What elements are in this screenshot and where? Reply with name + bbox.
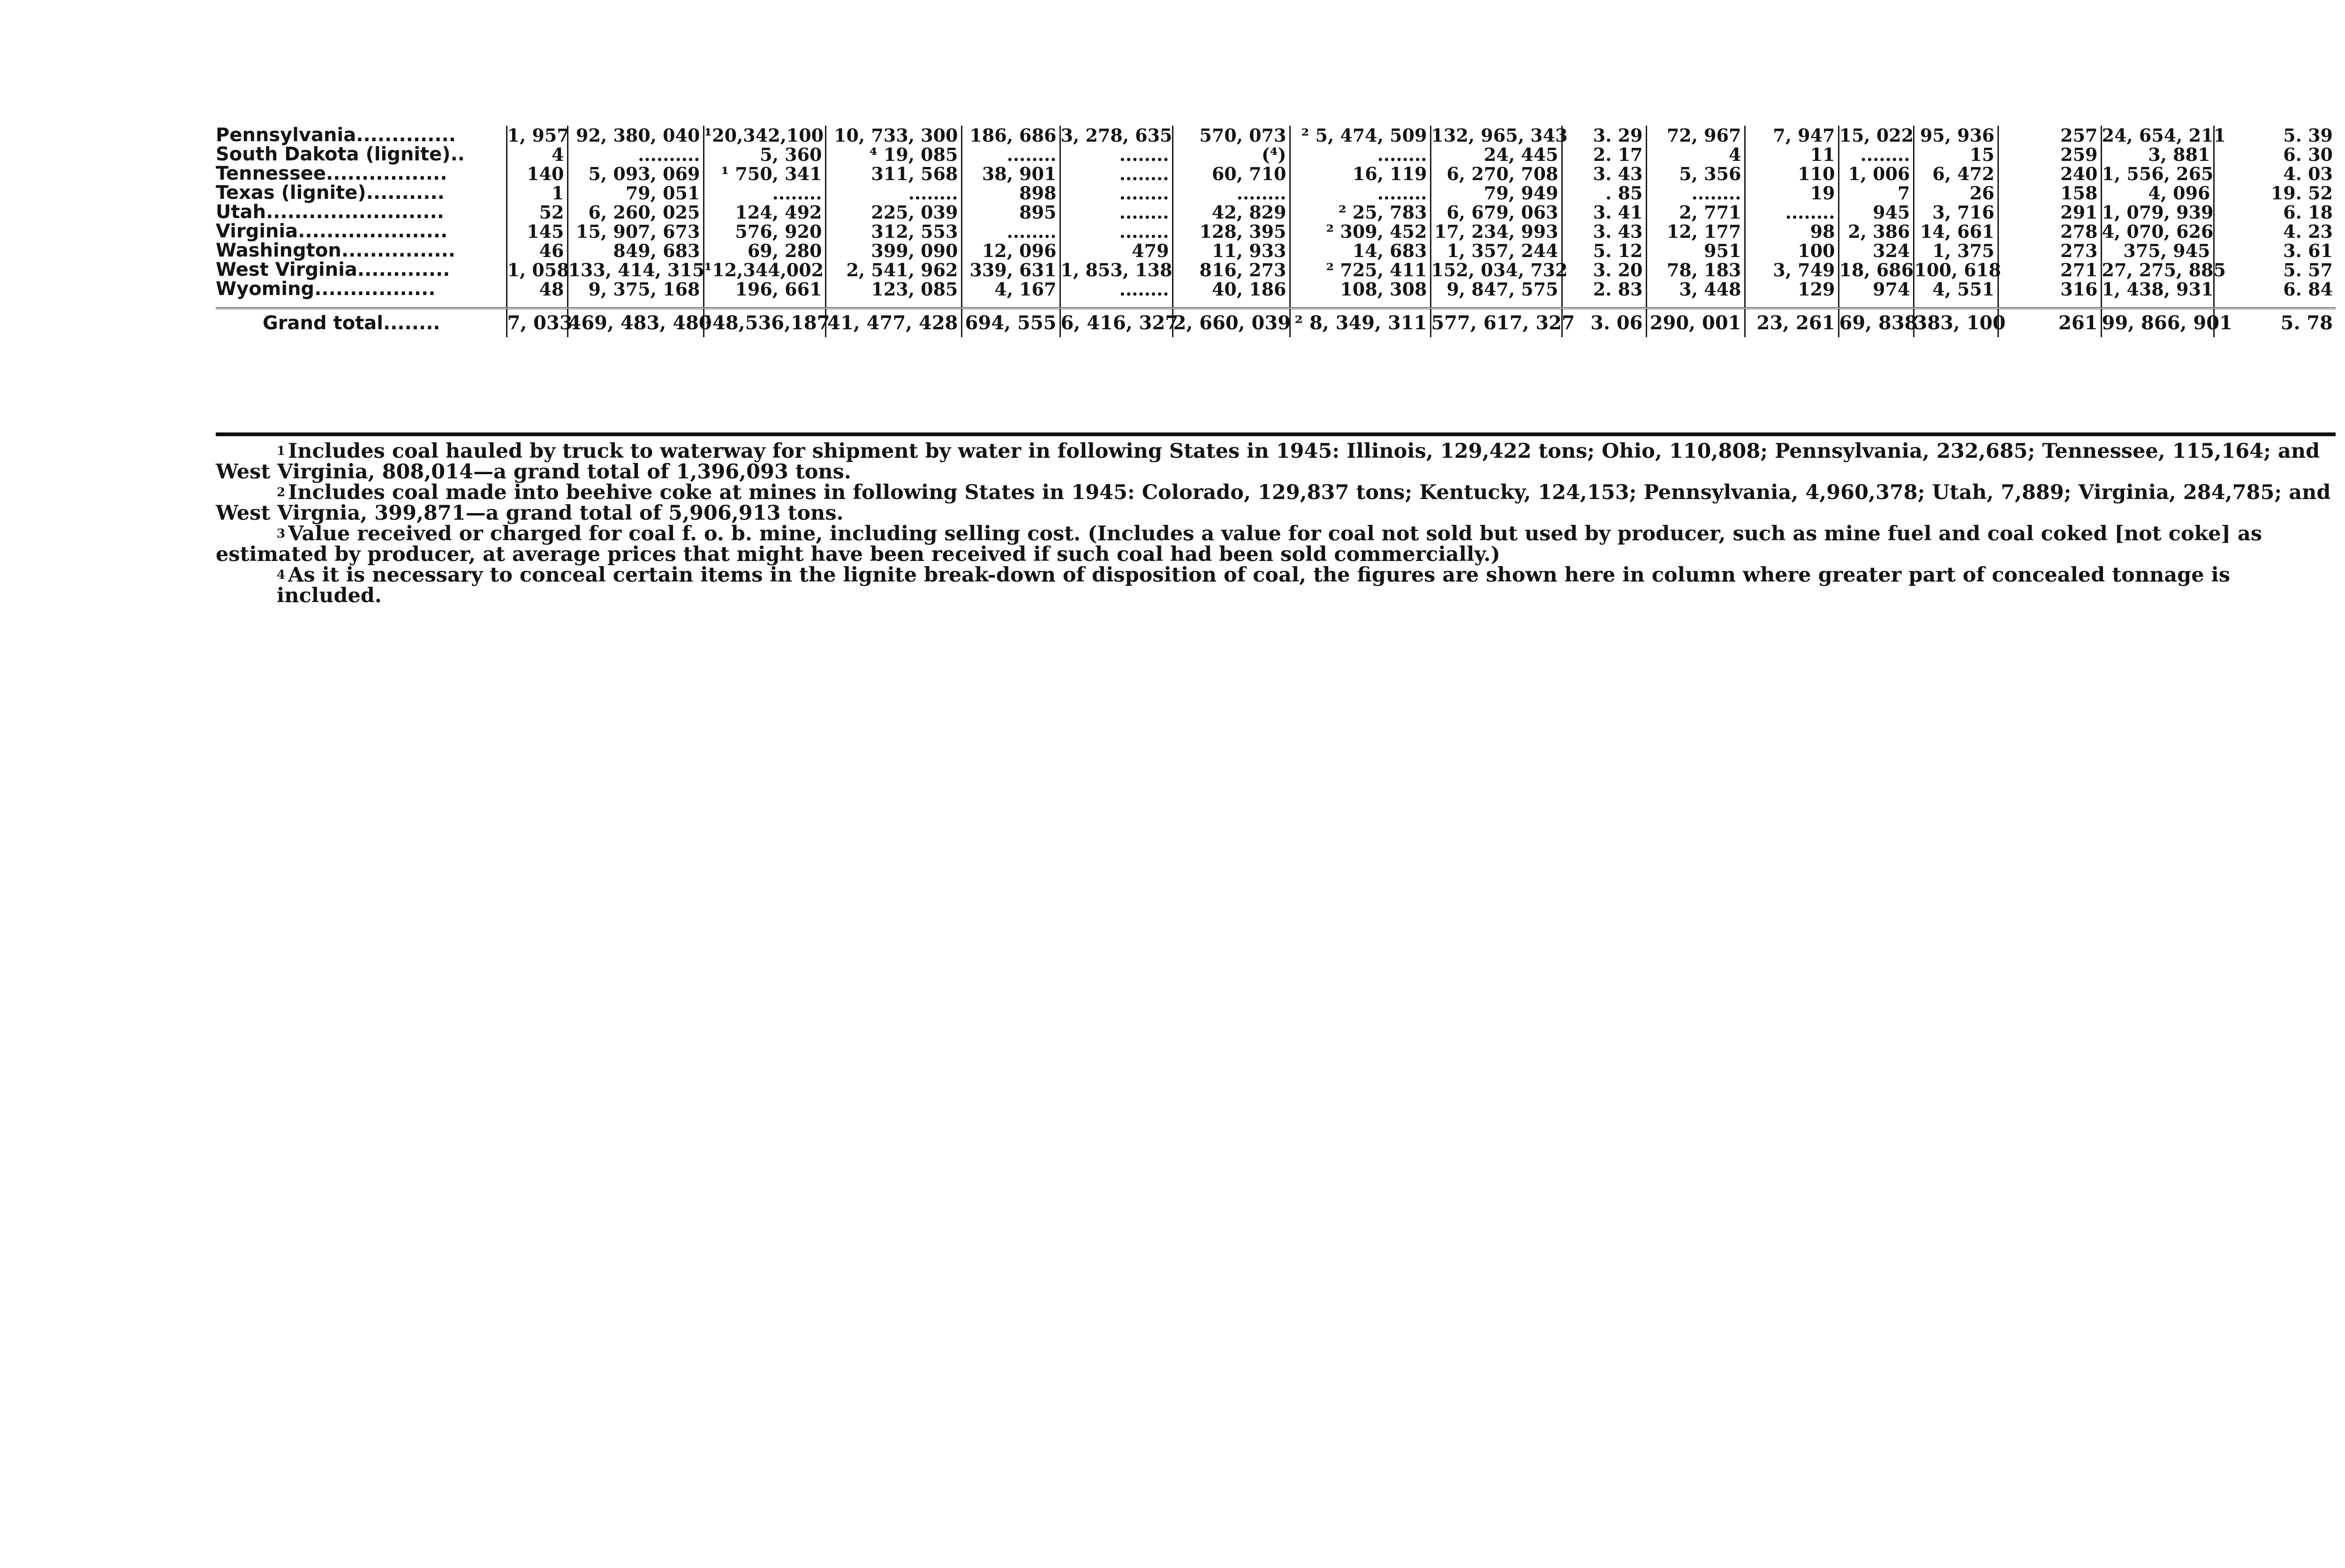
table-cell-c4: 2, 541, 962 (825, 260, 961, 280)
table-cell-c3: ¹20,342,100 (704, 126, 825, 145)
table-cell-c13: 324 (1838, 241, 1914, 260)
table-cell-c8: ² 309, 452 (1290, 222, 1430, 241)
table-cell-c17: 6. 18 (2214, 203, 2336, 222)
table-cell-c15: 259 (1998, 145, 2101, 164)
table-cell-c9: 577, 617, 327 (1430, 308, 1562, 337)
table-cell-c11: 4 (1646, 145, 1745, 164)
table-cell-c16: 1, 079, 939 (2102, 202, 2214, 223)
state-name-cell (216, 260, 507, 280)
spacer-cell (1745, 299, 1838, 308)
table-cell-c16: 99, 866, 901 (2101, 308, 2214, 337)
footnote-2-line-1: Includes coal made into beehive coke at mines in following States in 1945: Colorado, 129,837 tons; Kentucky, 124,153; Pennsylvania, 4,960,378; Utah, 7,889; Virginia, 284,785; and (288, 481, 2331, 504)
spacer-cell (1290, 299, 1430, 308)
table-cell-c16: 1, 438, 931 (2102, 279, 2214, 300)
table-cell-c6: 1, 853, 138 (1060, 259, 1172, 280)
table-cell-c8: ........ (1290, 183, 1430, 203)
leader-dots: ................ (341, 240, 455, 261)
table-cell-c7: 128, 395 (1172, 222, 1290, 241)
table-cell-c8: ........ (1290, 145, 1430, 164)
spacer-cell (961, 299, 1060, 308)
footnote-4-mark: 4 (277, 568, 286, 582)
table-cell-c5: 898 (961, 183, 1060, 203)
table-cell-c14: 95, 936 (1914, 126, 1998, 145)
table-cell-c8: 14, 683 (1290, 241, 1430, 260)
spacer-cell (1172, 299, 1290, 308)
table-cell-c10: 2. 17 (1562, 145, 1646, 164)
table-cell-c2: 849, 683 (567, 241, 704, 260)
table-cell-c2: 79, 051 (567, 183, 704, 203)
spacer-cell (1914, 299, 1998, 308)
table-cell-c4: 312, 553 (825, 222, 961, 241)
table-cell-c1: 1, 058 (507, 259, 569, 280)
spacer-cell (1998, 299, 2101, 308)
footnote-2-mark: 2 (277, 485, 286, 500)
footnotes (216, 441, 2336, 606)
spacer-cell (2101, 299, 2214, 308)
table-cell-c4: ⁴ 19, 085 (825, 145, 961, 164)
table-cell-c5: 4, 167 (961, 280, 1060, 299)
table-cell-c12: 100 (1745, 241, 1838, 260)
table-cell-c10: 3. 43 (1562, 164, 1646, 183)
table-cell-c6: 3, 278, 635 (1060, 125, 1172, 146)
state-name-cell (216, 183, 507, 203)
leader-dots: ........ (383, 312, 440, 334)
footnote-2-cont: West Virgnia, 399,871—a grand total of 5,906,913 tons. (216, 501, 844, 525)
table-cell-c6: ........ (1060, 203, 1172, 222)
table-cell-c9: 132, 965, 343 (1431, 125, 1568, 146)
footnote-4-line-1: As it is necessary to conceal certain items in the lignite break-down of disposition of coal, the figures are shown here in column where greater part of concealed tonnage is included. (277, 563, 2231, 607)
leader-dots: ........... (366, 182, 445, 204)
table-cell-c3: ¹ 750, 341 (704, 164, 825, 183)
table-cell-c17: 4. 03 (2214, 164, 2336, 183)
table-cell-c9: 152, 034, 732 (1431, 259, 1568, 280)
table-cell-c14: 14, 661 (1914, 222, 1998, 241)
table-cell-c2: 15, 907, 673 (567, 222, 704, 241)
table-cell-c16: 4, 096 (2101, 183, 2214, 203)
table-cell-c5: 339, 631 (961, 260, 1060, 280)
table-cell-c2: 5, 093, 069 (567, 164, 704, 183)
table-cell-c7: ........ (1172, 183, 1290, 203)
table-row (216, 203, 2336, 222)
table-cell-c2: 6, 260, 025 (567, 203, 704, 222)
table-cell-c17: 4. 23 (2214, 222, 2336, 241)
table-cell-c16: 24, 654, 211 (2102, 125, 2226, 146)
footnote-2 (216, 482, 2336, 503)
table-cell-c5: 694, 555 (961, 308, 1060, 337)
table-cell-c6: 6, 416, 327 (1060, 308, 1172, 337)
table-cell-c9: 1, 357, 244 (1430, 241, 1562, 260)
state-name-cell (216, 241, 507, 260)
table-cell-c2: 92, 380, 040 (567, 126, 704, 145)
table-cell-c17: 5. 39 (2214, 126, 2336, 145)
table-cell-c12: 7, 947 (1745, 126, 1838, 145)
table-cell-c10: 3. 29 (1562, 126, 1646, 145)
state-name-cell (216, 164, 507, 183)
table-cell-c7: 40, 186 (1172, 280, 1290, 299)
table-row (216, 260, 2336, 280)
table-cell-c13: 1, 006 (1838, 164, 1914, 183)
table-cell-c3: ¹12,344,002 (704, 260, 825, 280)
table-cell-c13: 18, 686 (1839, 259, 1914, 280)
state-name-cell (216, 222, 507, 241)
table-cell-c14: 383, 100 (1914, 308, 1998, 337)
table-cell-c16: 3, 881 (2101, 145, 2214, 164)
table-cell-c5: 12, 096 (961, 241, 1060, 260)
footnote-1-mark: 1 (277, 444, 286, 458)
table-cell-c17: 19. 52 (2214, 183, 2336, 203)
table-cell-c11: 78, 183 (1646, 260, 1745, 280)
footnote-3-cont: estimated by producer, at average prices that might have been received if such coal had been sold commercially.) (216, 543, 1500, 566)
table-cell-c16: 4, 070, 626 (2102, 221, 2214, 242)
table-cell-c4: 311, 568 (825, 164, 961, 183)
table-cell-c12: 11 (1745, 145, 1838, 164)
table-cell-c3: 124, 492 (704, 203, 825, 222)
leader-dots: .............. (356, 124, 456, 146)
state-name: West Virginia (216, 259, 357, 280)
table-cell-c4: 123, 085 (825, 280, 961, 299)
table-cell-c3: ........ (704, 183, 825, 203)
table-cell-c13: 7 (1838, 183, 1914, 203)
spacer-cell (1562, 299, 1646, 308)
table-cell-c17: 6. 84 (2214, 280, 2336, 299)
leader-dots: ................. (314, 278, 436, 300)
spacer-cell (704, 299, 825, 308)
table-cell-c6: ........ (1060, 145, 1172, 164)
spacer-cell (507, 299, 567, 308)
table-cell-c1: 1 (507, 183, 567, 203)
table-cell-c4: 225, 039 (825, 203, 961, 222)
state-name: South Dakota (lignite) (216, 144, 451, 165)
table-cell-c6: ........ (1060, 222, 1172, 241)
table-cell-c15: 257 (1998, 126, 2101, 145)
state-name: Wyoming (216, 278, 315, 300)
table-cell-c5: ........ (961, 222, 1060, 241)
table-cell-c8: ² 25, 783 (1290, 203, 1430, 222)
table-cell-c15: 273 (1998, 241, 2101, 260)
table-bottom-rule (216, 432, 2336, 436)
table-cell-c11: 290, 001 (1646, 308, 1745, 337)
leader-dots: ..................... (298, 220, 448, 242)
table-cell-c2: 9, 375, 168 (567, 280, 704, 299)
table-cell-c4: 399, 090 (825, 241, 961, 260)
table-cell-c6: ........ (1060, 183, 1172, 203)
table-cell-c17: 3. 61 (2214, 241, 2336, 260)
table-cell-c9: 17, 234, 993 (1430, 222, 1562, 241)
table-cell-c5: 186, 686 (961, 126, 1060, 145)
table-cell-c12: 19 (1745, 183, 1838, 203)
table-cell-c12: 3, 749 (1745, 260, 1838, 280)
footnote-3 (216, 523, 2336, 544)
state-name: Virginia (216, 220, 298, 242)
table-cell-c11: 951 (1646, 241, 1745, 260)
footnote-4 (216, 565, 2336, 606)
table-cell-c6: 479 (1060, 241, 1172, 260)
table-cell-c7: (⁴) (1172, 145, 1290, 164)
grand-total-row (216, 308, 2336, 337)
table-row (216, 126, 2336, 145)
table-cell-c1: 52 (507, 203, 567, 222)
spacer-cell (216, 299, 507, 308)
state-name-cell (216, 203, 507, 222)
table-cell-c11: 2, 771 (1646, 203, 1745, 222)
table-cell-c2: 133, 414, 315 (568, 259, 705, 280)
table-cell-c10: 3. 41 (1562, 203, 1646, 222)
table-body (216, 126, 2336, 337)
state-name: Grand total (263, 312, 384, 334)
table-cell-c12: 129 (1745, 280, 1838, 299)
state-name: Tennessee (216, 163, 326, 184)
table-row (216, 164, 2336, 183)
footnote-1-cont: West Virginia, 808,014—a grand total of 1,396,093 tons. (216, 460, 851, 484)
table-cell-c3: ¹48,536,187 (704, 308, 825, 337)
table-cell-c14: 4, 551 (1914, 280, 1998, 299)
table-cell-c1: 4 (507, 145, 567, 164)
table-cell-c14: 15 (1914, 145, 1998, 164)
table-cell-c16: 27, 275, 885 (2102, 259, 2226, 280)
table-cell-c7: 2, 660, 039 (1172, 308, 1290, 337)
state-name-cell (216, 280, 507, 299)
table-cell-c14: 6, 472 (1914, 164, 1998, 183)
table-cell-c3: 5, 360 (704, 145, 825, 164)
table-cell-c16: 375, 945 (2101, 241, 2214, 260)
table-row (216, 280, 2336, 299)
table-cell-c3: 196, 661 (704, 280, 825, 299)
table-cell-c17: 5. 78 (2214, 308, 2336, 337)
state-name: Washington (216, 240, 341, 261)
table-cell-c9: 79, 949 (1430, 183, 1562, 203)
table-cell-c3: 69, 280 (704, 241, 825, 260)
table-cell-c7: 42, 829 (1172, 203, 1290, 222)
production-table (216, 126, 2336, 337)
table-cell-c12: 23, 261 (1745, 308, 1838, 337)
table-cell-c11: 72, 967 (1646, 126, 1745, 145)
table-cell-c17: 5. 57 (2214, 260, 2336, 280)
table-cell-c13: 945 (1838, 203, 1914, 222)
spacer-cell (567, 299, 704, 308)
table-cell-c8: 108, 308 (1290, 280, 1430, 299)
table-cell-c9: 6, 270, 708 (1430, 164, 1562, 183)
table-cell-c1: 140 (507, 164, 567, 183)
table-cell-c13: ........ (1838, 145, 1914, 164)
table-cell-c15: 261 (1998, 308, 2101, 337)
table-cell-c6: ........ (1060, 164, 1172, 183)
table-cell-c10: . 85 (1562, 183, 1646, 203)
table-cell-c9: 24, 445 (1430, 145, 1562, 164)
table-cell-c11: 5, 356 (1646, 164, 1745, 183)
table-cell-c8: 16, 119 (1290, 164, 1430, 183)
table-cell-c12: 98 (1745, 222, 1838, 241)
spacer-cell (2214, 299, 2336, 308)
table-cell-c15: 271 (1998, 260, 2101, 280)
table-cell-c9: 9, 847, 575 (1430, 280, 1562, 299)
table-cell-c15: 316 (1998, 280, 2101, 299)
spacer-cell (1430, 299, 1562, 308)
state-name-cell (216, 308, 507, 337)
spacer-cell (1646, 299, 1745, 308)
spacer-cell (1838, 299, 1914, 308)
table-cell-c9: 6, 679, 063 (1430, 203, 1562, 222)
table-cell-c11: 12, 177 (1646, 222, 1745, 241)
table-cell-c5: 38, 901 (961, 164, 1060, 183)
table-cell-c7: 11, 933 (1172, 241, 1290, 260)
table-cell-c1: 48 (507, 280, 567, 299)
table-cell-c15: 291 (1998, 203, 2101, 222)
table-cell-c13: 974 (1838, 280, 1914, 299)
footnote-3-mark: 3 (277, 527, 286, 541)
table-cell-c10: 2. 83 (1562, 280, 1646, 299)
table-cell-c2: 469, 483, 480 (567, 308, 704, 337)
table-cell-c1: 1, 957 (507, 125, 569, 146)
table-cell-c10: 3. 20 (1562, 260, 1646, 280)
table-cell-c2: .......... (567, 145, 704, 164)
table-cell-c4: ........ (825, 183, 961, 203)
table-cell-c14: 26 (1914, 183, 1998, 203)
table-row (216, 241, 2336, 260)
table-cell-c17: 6. 30 (2214, 145, 2336, 164)
table-cell-c8: ² 725, 411 (1290, 260, 1430, 280)
table-cell-c7: 570, 073 (1172, 126, 1290, 145)
table-cell-c4: 10, 733, 300 (825, 126, 961, 145)
table-cell-c8: ² 8, 349, 311 (1290, 308, 1430, 337)
leader-dots: ............. (357, 259, 450, 280)
table-cell-c8: ² 5, 474, 509 (1290, 126, 1430, 145)
leader-dots: ......................... (266, 201, 444, 223)
leader-dots: .. (450, 144, 465, 165)
table-cell-c4: 41, 477, 428 (825, 308, 961, 337)
table-cell-c12: ........ (1745, 203, 1838, 222)
state-name-cell (216, 126, 507, 145)
spacer-cell (825, 299, 961, 308)
table-cell-c5: 895 (961, 203, 1060, 222)
leader-dots: ................. (326, 163, 447, 184)
table-cell-c14: 3, 716 (1914, 203, 1998, 222)
table-cell-c10: 3. 43 (1562, 222, 1646, 241)
state-name: Pennsylvania (216, 124, 356, 146)
spacer-cell (1060, 299, 1172, 308)
table-cell-c14: 1, 375 (1914, 241, 1998, 260)
table-cell-c15: 240 (1998, 164, 2101, 183)
state-name-cell (216, 145, 507, 164)
table-cell-c5: ........ (961, 145, 1060, 164)
table-cell-c13: 69, 838 (1838, 308, 1914, 337)
table-cell-c10: 5. 12 (1562, 241, 1646, 260)
table-cell-c7: 816, 273 (1172, 260, 1290, 280)
footnote-3-line-1: Value received or charged for coal f. o. b. mine, including selling cost. (Includes a value for coal not sold but used by producer, such as mine fuel and coal coked [not coke] as (288, 522, 2262, 545)
table-spacer-row (216, 299, 2336, 308)
table-row (216, 183, 2336, 203)
table-row (216, 145, 2336, 164)
table-cell-c1: 145 (507, 222, 567, 241)
table-cell-c3: 576, 920 (704, 222, 825, 241)
table-row (216, 222, 2336, 241)
table-cell-c15: 158 (1998, 183, 2101, 203)
table-cell-c16: 1, 556, 265 (2102, 163, 2214, 184)
table-cell-c13: 2, 386 (1838, 222, 1914, 241)
table-cell-c11: 3, 448 (1646, 280, 1745, 299)
table-cell-c12: 110 (1745, 164, 1838, 183)
table-cell-c7: 60, 710 (1172, 164, 1290, 183)
table-cell-c15: 278 (1998, 222, 2101, 241)
state-name: Texas (lignite) (216, 182, 366, 204)
state-name: Utah (216, 201, 266, 223)
table-cell-c1: 7, 033 (507, 308, 567, 337)
table-cell-c14: 100, 618 (1914, 259, 2001, 280)
table-cell-c10: 3. 06 (1562, 308, 1646, 337)
footnote-1 (216, 441, 2336, 462)
table-cell-c6: ........ (1060, 280, 1172, 299)
table-cell-c13: 15, 022 (1839, 125, 1914, 146)
table-cell-c11: ........ (1646, 183, 1745, 203)
table-cell-c1: 46 (507, 241, 567, 260)
footnote-1-line-1: Includes coal hauled by truck to waterway for shipment by water in following States in 1945: Illinois, 129,422 tons; Ohio, 110,808; Pennsylvania, 232,685; Tennessee, 115,164; and (288, 439, 2320, 463)
